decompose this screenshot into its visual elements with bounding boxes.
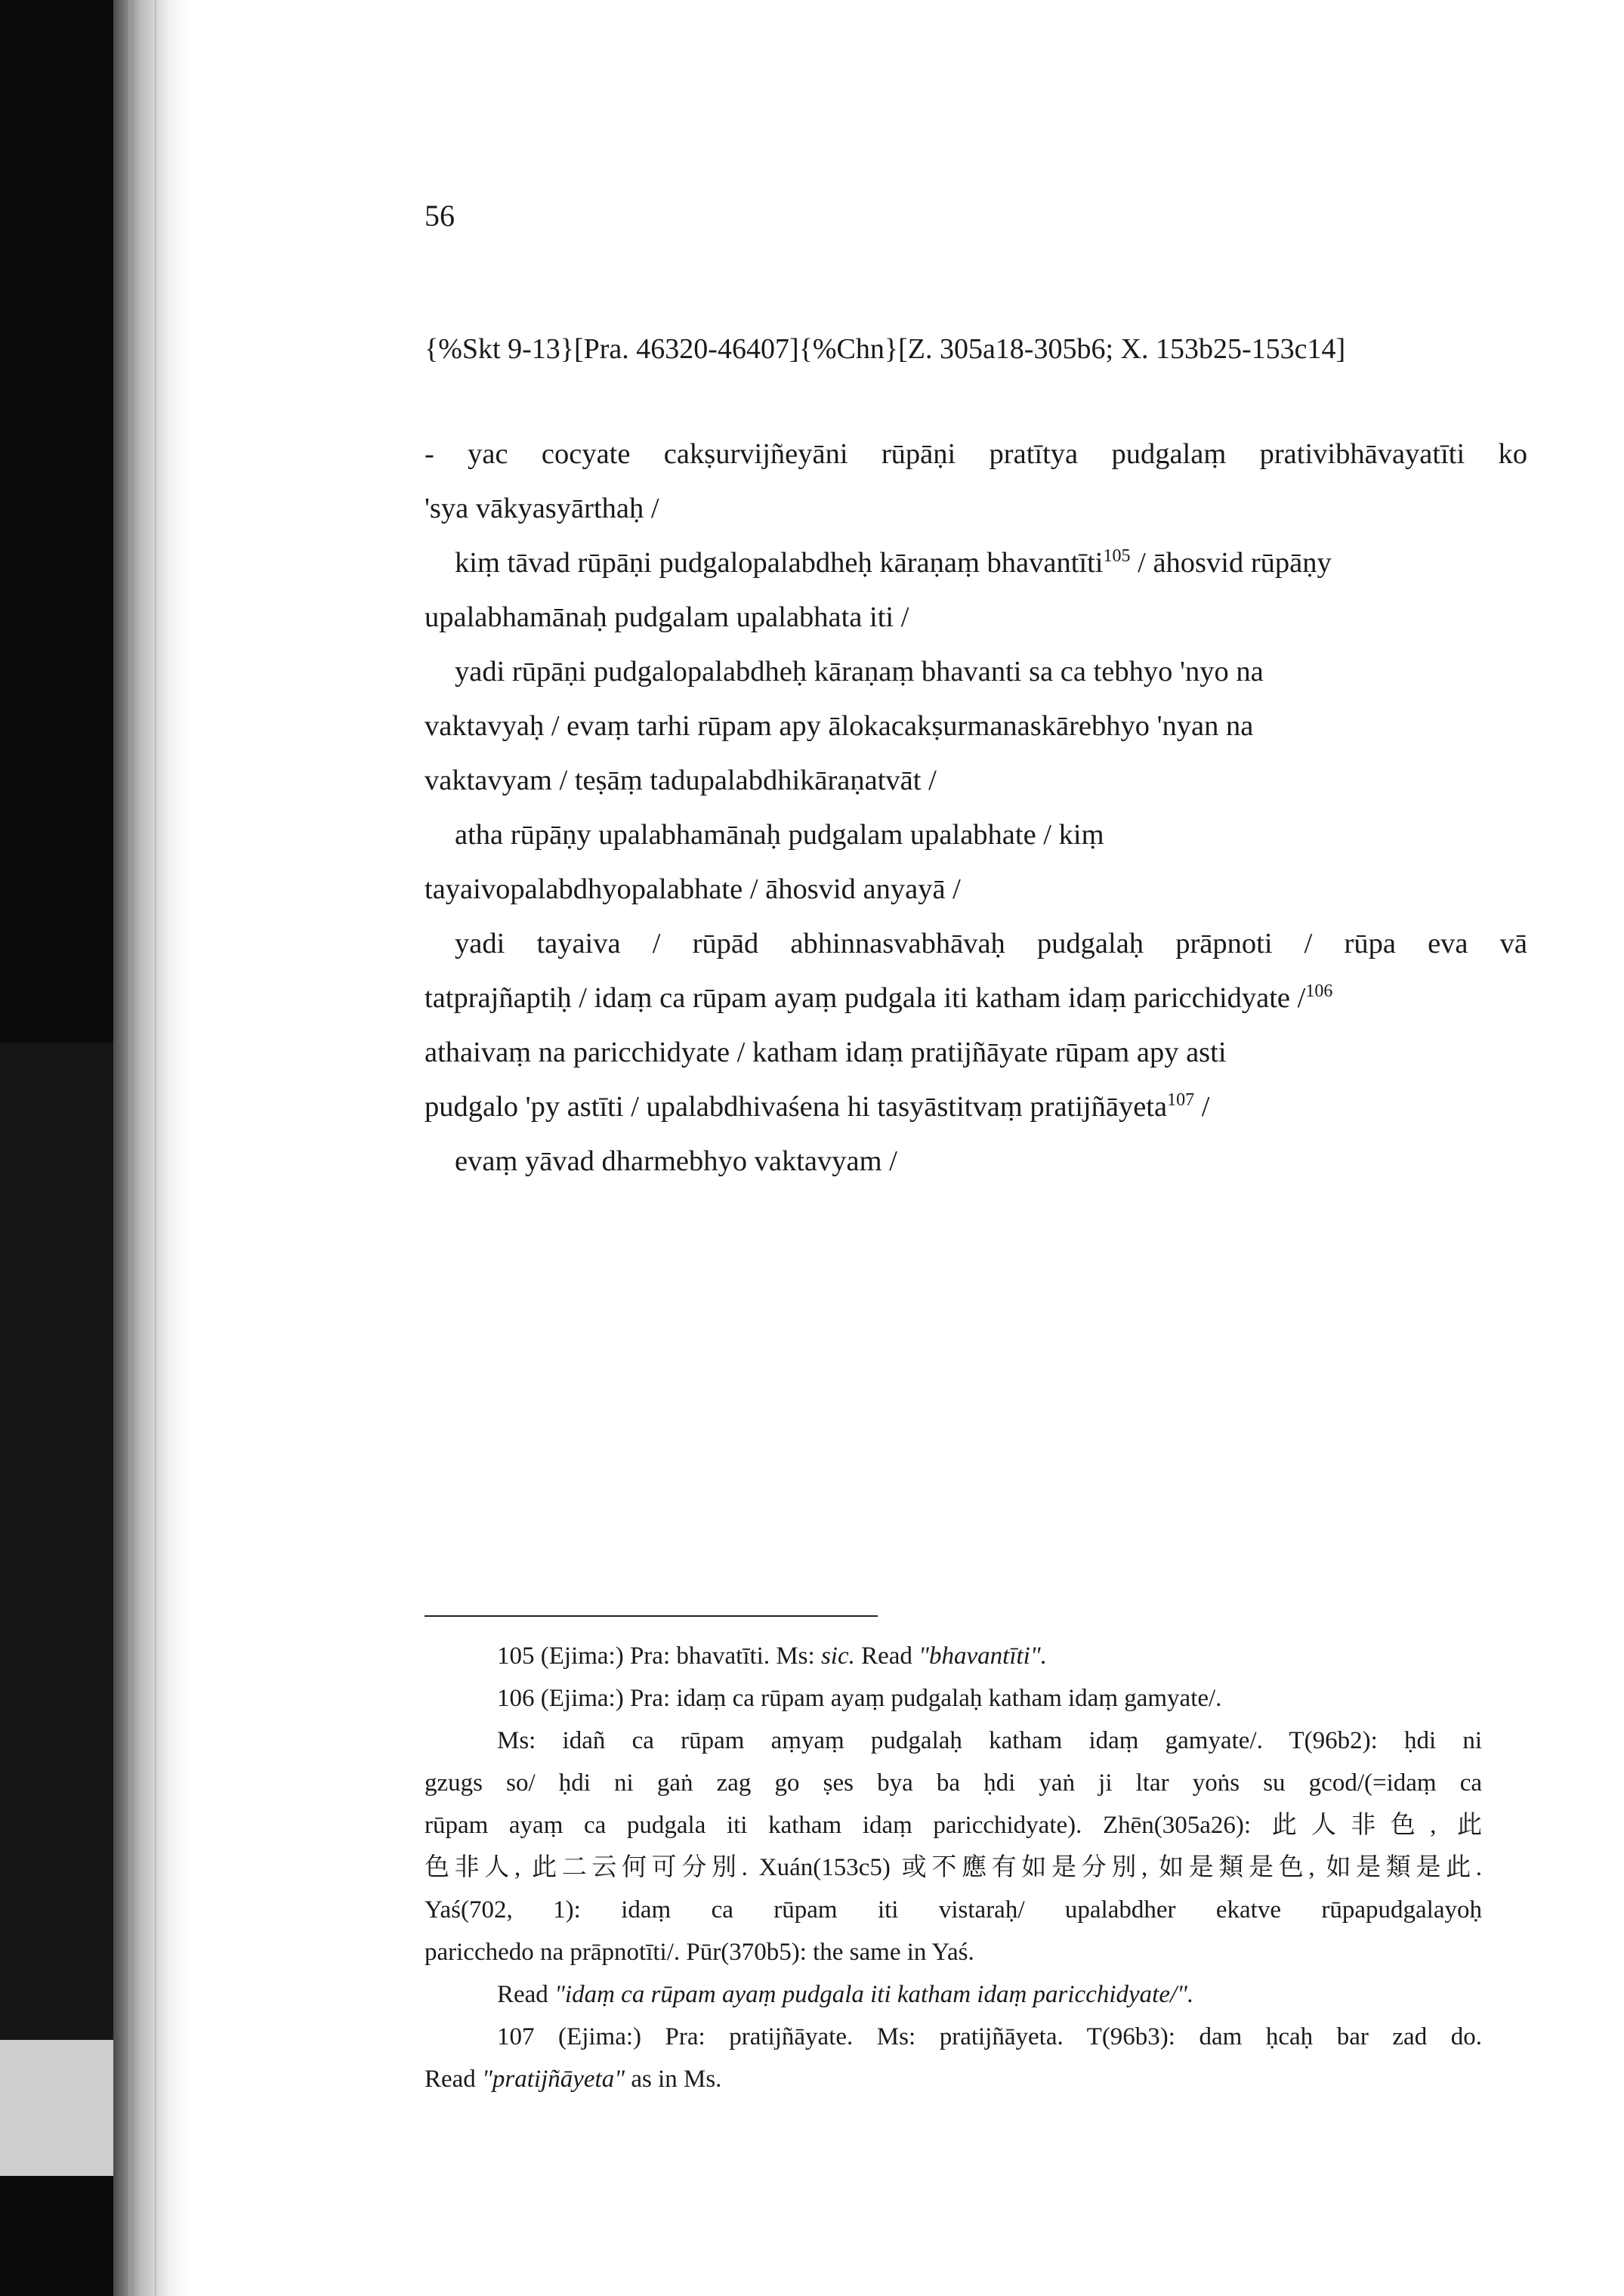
text-line: atha rūpāṇy upalabhamānaḥ pudgalam upalabhate / kiṃ	[455, 819, 1104, 851]
text-line: evaṃ yāvad dharmebhyo vaktavyam /	[455, 1145, 897, 1177]
text-span: tatprajñaptiḥ / idaṃ ca rūpam ayaṃ pudgala iti katham idaṃ paricchidyate /	[425, 982, 1306, 1014]
footnote-ref-107: 107	[1167, 1090, 1195, 1111]
text-line: tayaivopalabdhyopalabhate / āhosvid anyayā /	[425, 873, 961, 905]
footnote-line: Ms: idañ ca rūpam aṃyaṃ pudgalaḥ katham idaṃ gamyate/. T(96b2): ḥdi ni	[497, 1727, 1482, 1754]
footnote-105	[425, 1635, 1482, 1677]
text-line: vaktavyaḥ / evaṃ tarhi rūpam apy ālokacakṣurmanaskārebhyo 'nyan na	[425, 710, 1254, 742]
text-span: Read	[497, 1981, 555, 2008]
source-reference: {%Skt 9-13}[Pra. 46320-46407]{%Chn}[Z. 305a18-305b6; X. 153b25-153c14]	[425, 333, 1346, 365]
text-line: yadi rūpāṇi pudgalopalabdheḥ kāraṇaṃ bhavanti sa ca tebhyo 'nyo na	[455, 656, 1264, 688]
footnote-line	[425, 2058, 1482, 2100]
text-line: athaivaṃ na paricchidyate / katham idaṃ pratijñāyate rūpam apy asti	[425, 1037, 1227, 1068]
text-span: / āhosvid rūpāṇy	[1130, 547, 1332, 579]
footnote-line: 色非人, 此二云何可分別. Xuán(153c5) 或不應有如是分別, 如是類是色, 如是類是此.	[425, 1854, 1482, 1881]
footnote-line: paricchedo na prāpnotīti/. Pūr(370b5): the same in Yaś.	[425, 1939, 974, 1966]
footnote-separator	[425, 1615, 878, 1617]
footnote-line	[425, 1973, 1482, 2016]
text-span: Read	[854, 1642, 919, 1670]
footnote-ref-106: 106	[1305, 981, 1333, 1002]
footnotes	[425, 1635, 1482, 2100]
footnote-line: Yaś(702, 1): idaṃ ca rūpam iti vistaraḥ/ upalabdher ekatve rūpapudgalayoḥ	[425, 1896, 1482, 1924]
scan-artifact-line	[155, 0, 156, 2296]
text-span: kiṃ tāvad rūpāṇi pudgalopalabdheḥ kāraṇaṃ bhavantīti	[455, 547, 1104, 579]
text-span: /	[1194, 1091, 1210, 1123]
scan-shadow	[113, 0, 189, 2296]
page-number: 56	[425, 199, 455, 233]
main-text	[425, 427, 1527, 1188]
text-span: pudgalo 'py astīti / upalabdhivaśena hi tasyāstitvaṃ pratijñāyeta	[425, 1091, 1168, 1123]
scan-binding-section	[0, 1043, 113, 2040]
scan-artifact-line	[128, 0, 131, 2296]
text-line	[425, 1080, 1527, 1134]
text-span: "idaṃ ca rūpam ayaṃ pudgala iti katham idaṃ paricchidyate/".	[554, 1981, 1194, 2008]
text-span: "bhavantīti".	[919, 1642, 1047, 1670]
footnote-line: rūpam ayaṃ ca pudgala iti katham idaṃ paricchidyate). Zhēn(305a26): 此人非色, 此	[425, 1812, 1482, 1839]
text-line: 'sya vākyasyārthaḥ /	[425, 493, 659, 524]
text-line: - yac cocyate cakṣurvijñeyāni rūpāṇi pratītya pudgalaṃ prativibhāvayatīti ko	[425, 438, 1527, 470]
text-span: "pratijñāyeta"	[482, 2066, 625, 2093]
text-line: vaktavyam / teṣāṃ tadupalabdhikāraṇatvāt /	[425, 765, 937, 796]
text-line	[425, 971, 1527, 1025]
text-line: upalabhamānaḥ pudgalam upalabhata iti /	[425, 601, 909, 633]
scan-binding-section	[0, 2040, 113, 2176]
text-line	[425, 536, 1527, 590]
text-span: sic.	[820, 1642, 855, 1670]
text-span: 105 (Ejima:) Pra: bhavatīti. Ms:	[497, 1642, 821, 1670]
footnote-107: 107 (Ejima:) Pra: pratijñāyate. Ms: pratijñāyeta. T(96b3): dam ḥcaḥ bar zad do.	[497, 2023, 1482, 2050]
text-line: yadi tayaiva / rūpād abhinnasvabhāvaḥ pudgalaḥ prāpnoti / rūpa eva vā	[455, 928, 1527, 959]
footnote-ref-105: 105	[1103, 546, 1131, 567]
footnote-106: 106 (Ejima:) Pra: idaṃ ca rūpam ayaṃ pudgalaḥ katham idaṃ gamyate/.	[497, 1685, 1222, 1712]
text-span: as in Ms.	[625, 2066, 722, 2093]
footnote-line: gzugs so/ ḥdi ni gaṅ zag go ṣes bya ba ḥdi yaṅ ji ltar yoṅs su gcod/(=idaṃ ca	[425, 1769, 1482, 1797]
text-span: Read	[425, 2066, 483, 2093]
